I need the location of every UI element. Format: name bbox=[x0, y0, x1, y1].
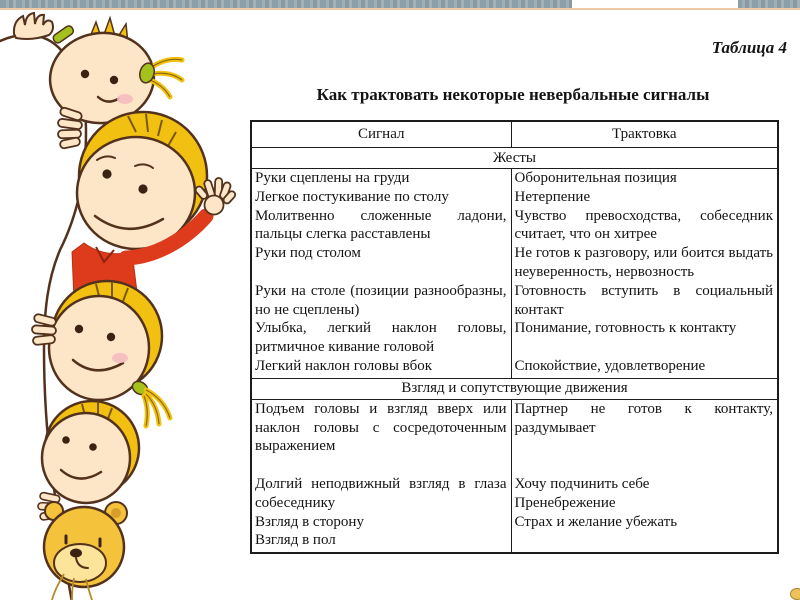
section-row-gestures bbox=[251, 148, 778, 169]
table-cell-line: Чувство превосходства, собеседник считает, что он хитрее bbox=[514, 207, 773, 243]
table-cell-line: Спокойствие, удовлетворение bbox=[514, 357, 706, 374]
waving-girl-figure bbox=[72, 112, 237, 300]
table-cell-line bbox=[515, 338, 774, 357]
table-cell-line: Руки сцеплены на груди bbox=[255, 170, 410, 186]
top-band-gap bbox=[572, 0, 738, 8]
table-caption: Таблица 4 bbox=[711, 38, 787, 57]
section-header-gaze: Взгляд и сопутствующие движения bbox=[251, 378, 778, 399]
table-row bbox=[251, 169, 778, 379]
table-cell-line: Подъем головы и взгляд вверх или наклон головы с сосредоточенным выражением bbox=[255, 400, 507, 455]
children-peeking-illustration bbox=[0, 10, 240, 600]
gestures-signal-cell bbox=[251, 169, 511, 379]
table-cell-line: Оборонительная позиция bbox=[514, 170, 677, 186]
table-row bbox=[251, 399, 778, 553]
table-cell-line: Молитвенно сложенные ладони, пальцы слегка расставлены bbox=[255, 207, 507, 243]
table-cell-line: Партнер не готов к контакту, раздумывает bbox=[514, 400, 773, 436]
table-cell-line: Легкий наклон головы вбок bbox=[255, 357, 432, 374]
table-cell-line: Готовность вступить в социальный контакт bbox=[514, 282, 773, 318]
section-header-gestures: Жесты bbox=[251, 148, 778, 169]
table-cell-line bbox=[515, 437, 774, 456]
table-cell-line: Легкое постукивание по столу bbox=[255, 188, 449, 205]
table-cell-line: Улыбка, легкий наклон головы, ритмичное кивание головой bbox=[255, 320, 507, 356]
table-cell-line: Понимание, готовность к контакту bbox=[514, 320, 737, 337]
gripping-hand bbox=[58, 107, 83, 149]
table-cell-line: Руки на столе (позиции разнообразны, но не сцеплены) bbox=[255, 282, 507, 318]
table-cell-line: Долгий неподвижный взгляд в глаза собеседнику bbox=[255, 475, 507, 511]
table-cell-line: Страх и желание убежать bbox=[514, 513, 678, 530]
baby-hand bbox=[14, 13, 53, 39]
table-cell-line: Хочу подчинить себе bbox=[514, 475, 650, 492]
table-cell-line: Взгляд в пол bbox=[255, 532, 336, 549]
table-cell-line bbox=[255, 263, 507, 282]
nonverbal-signals-table bbox=[250, 120, 779, 554]
corner-decoration bbox=[790, 588, 800, 600]
table-cell-line bbox=[255, 456, 507, 475]
gaze-signal-cell bbox=[251, 399, 511, 553]
table-cell-line: Нетерпение bbox=[514, 188, 591, 205]
column-header-signal: Сигнал bbox=[251, 121, 511, 148]
section-row-gaze bbox=[251, 378, 778, 399]
table-cell-line: Не готов к разговору, или боится выдать неуверенность, нервозность bbox=[514, 245, 773, 280]
table-cell-line bbox=[515, 456, 774, 475]
gestures-interpretation-cell bbox=[511, 169, 778, 379]
table-cell-line: Взгляд в сторону bbox=[255, 513, 364, 530]
table-header-row bbox=[251, 121, 778, 148]
slide-title: Как трактовать некоторые невербальные сигналы bbox=[316, 85, 710, 104]
gripping-hand bbox=[32, 313, 57, 345]
column-header-interpretation: Трактовка bbox=[511, 121, 778, 148]
table-cell-line: Руки под столом bbox=[255, 245, 361, 262]
gaze-interpretation-cell bbox=[511, 399, 778, 553]
teddy-bear-figure bbox=[44, 502, 127, 600]
table-cell-line: Пренебрежение bbox=[514, 494, 616, 511]
